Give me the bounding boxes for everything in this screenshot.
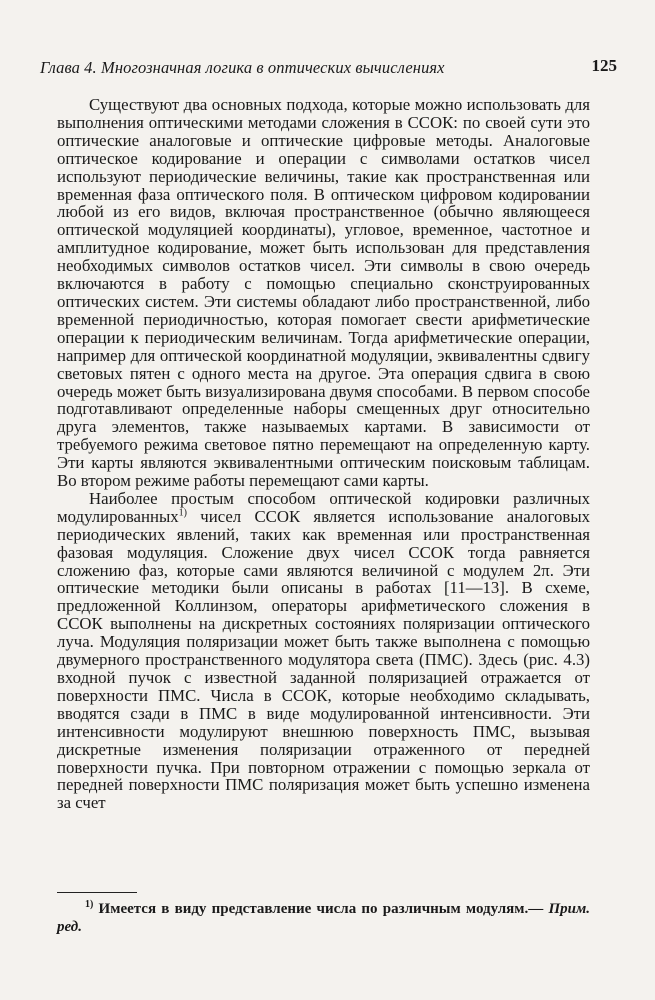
running-head: Глава 4. Многозначная логика в оптических вычислениях: [40, 58, 445, 77]
paragraph-1: Существуют два основных подхода, которые можно использовать для выполнения оптическими методами сложения в ССОК: по своей сути это оптические аналоговые и оптические цифровые методы. Аналоговые оптическое кодирование и операции с символами остатков чисел используют периодические величины, такие как пространственная или временная фаза оптического поля. В оптическом цифровом кодировании любой из его видов, включая пространственное (обычно являющееся оптической модуляцией координаты), угловое, временное, частотное и амплитудное кодирование, может быть использован для представления необходимых символов остатков чисел. Эти символы в свою очередь включаются в работу с помощью специально сконструированных оптических систем. Эти системы обладают либо пространственной, либо временной периодичностью, которая помогает свести арифметические операции к периодическим величинам. Тогда арифметические операции, например для оптической координатной модуляции, эквивалентны сдвигу световых пятен с одного места на другое. Эта операция сдвига в свою очередь может быть визуализирована двумя способами. В первом способе подготавливают определенные наборы смещенных друг относительно друга элементов, также называемых картами. В зависимости от требуемого режима световое пятно перемещают на определенную карту. Эти карты являются эквивалентными оптическим поисковым таблицам. Во втором режиме работы перемещают сами карты.: [57, 95, 590, 491]
main-text: [57, 96, 590, 812]
editor-note: Прим. ред.: [57, 901, 590, 935]
paragraph-2-rest: чисел ССОК является использование аналоговых периодических явлений, таких как временная или пространственная фазовая модуляция. Сложение двух чисел ССОК тогда равняется сложению фаз, которые сами являются величиной с модулем 2π. Эти оптические методики были описаны в работах [11—13]. В схеме, предложенной Коллинзом, операторы арифметического сложения в ССОК выполнены на дискретных состояниях поляризации оптического луча. Модуляция поляризации может быть также выполнена с помощью двумерного пространственного модулятора света (ПМС). Здесь (рис. 4.3) входной пучок с известной заданной поляризацией отражается от поверхности ПМС. Числа в ССОК, которые необходимо складывать, вводятся сзади в ПМС в виде модулированной интенсивности. Эти интенсивности модулируют внешнюю поверхность ПМС, вызывая дискретные изменения поляризации отраженного от передней поверхности пучка. При повторном отражении с помощью зеркала от передней поверхности ПМС поляризация может быть успешно изменена за счет: [57, 506, 590, 813]
footnote-text: Имеется в виду представление числа по различным модулям.—: [93, 901, 549, 917]
page-header: [40, 58, 617, 82]
paragraph-2-start: Наиболее простым способом оптической кодировки различных модулированных: [57, 488, 590, 526]
footnote-reference: 1): [178, 507, 187, 519]
footnote: [57, 900, 590, 936]
footnote-divider: [57, 892, 137, 893]
footnote-mark: 1): [85, 899, 94, 910]
page-number: 125: [591, 56, 617, 75]
paragraph-2: [57, 490, 590, 812]
